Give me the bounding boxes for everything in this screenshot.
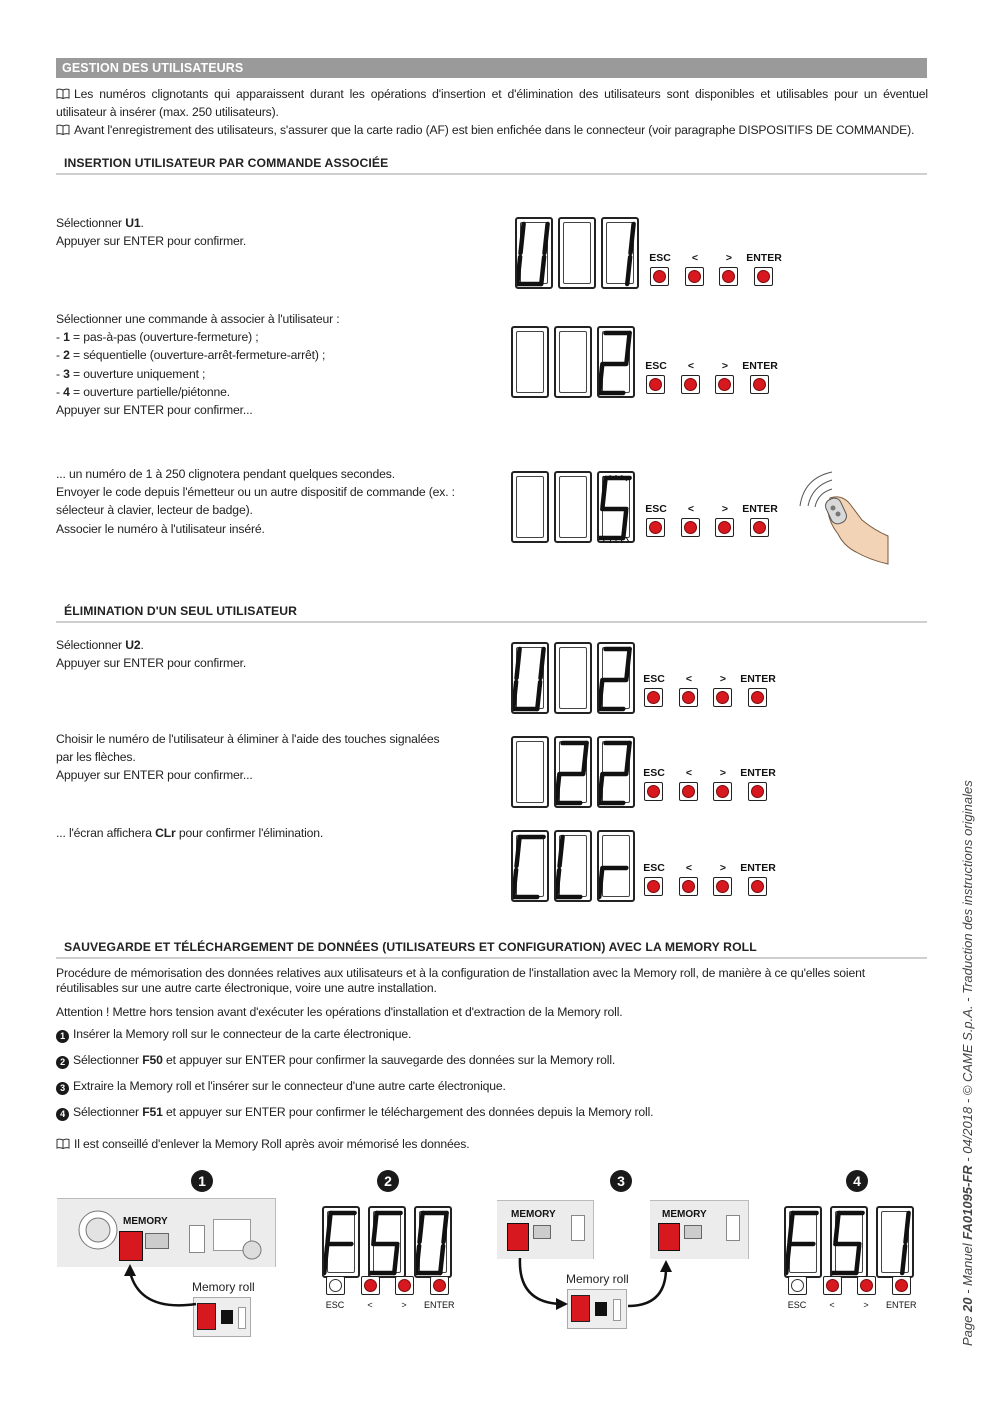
insert-step-1: Sélectionner U1. Appuyer sur ENTER pour confirmer. <box>56 216 247 249</box>
arrow-extract <box>514 1258 570 1316</box>
insert-step-3: ... un numéro de 1 à 250 clignotera pendant quelques secondes. Envoyer le code depuis l'émetteur ou un autre dispositif de commande (ex. : sélecteur à clavier, lecteur de badge). Associer le numéro à l'utilisateur inséré. <box>56 467 455 536</box>
key-led <box>398 1279 411 1292</box>
section-banner <box>56 58 927 78</box>
key-led <box>718 378 731 391</box>
key-led <box>751 785 764 798</box>
left-key-label-mem2: < <box>829 1300 835 1310</box>
key-led <box>791 1279 804 1292</box>
segment-glyph <box>878 1208 916 1280</box>
left-key-label-6: < <box>685 862 693 874</box>
key-led <box>751 691 764 704</box>
enter-key-label-1: ENTER <box>746 252 782 264</box>
right-key-label-5: > <box>719 767 727 779</box>
board-illustration-3a: MEMORY <box>497 1200 594 1259</box>
step-1-bullet: 1 <box>56 1030 69 1043</box>
display-digit-1-2 <box>558 217 596 289</box>
left-key-label-5: < <box>685 767 693 779</box>
enter-key-label-2: ENTER <box>742 360 778 372</box>
esc-key-6[interactable] <box>644 877 663 896</box>
step-1-number: 1 <box>191 1170 213 1192</box>
esc-key-1[interactable] <box>650 267 669 286</box>
left-key-4[interactable] <box>679 688 698 707</box>
roll-label-1: Memory roll <box>192 1280 255 1294</box>
step-2-bullet: 2 <box>56 1056 69 1069</box>
enter-key-4[interactable] <box>748 688 767 707</box>
esc-key-label-5: ESC <box>643 767 665 779</box>
memory-display-digit-2-2 <box>830 1206 868 1278</box>
key-led <box>682 880 695 893</box>
right-key-6[interactable] <box>713 877 732 896</box>
enter-key-label-5: ENTER <box>740 767 776 779</box>
right-key-label-6: > <box>719 862 727 874</box>
right-key-2[interactable] <box>715 375 734 394</box>
enter-key-label-mem1: ENTER <box>424 1300 455 1310</box>
left-key-label-3: < <box>687 503 695 515</box>
book-icon <box>56 88 70 99</box>
segment-glyph <box>603 219 641 291</box>
left-key-1[interactable] <box>685 267 704 286</box>
step-4-bullet: 4 <box>56 1108 69 1121</box>
left-key-5[interactable] <box>679 782 698 801</box>
left-key-6[interactable] <box>679 877 698 896</box>
display-digit-5-3 <box>597 736 635 808</box>
enter-key-label-4: ENTER <box>740 673 776 685</box>
arrow-reinsert <box>626 1258 678 1314</box>
book-icon <box>56 1138 70 1149</box>
key-led <box>753 378 766 391</box>
step-3-number: 3 <box>610 1170 632 1192</box>
display-digit-1-3 <box>601 217 639 289</box>
key-led <box>718 521 731 534</box>
enter-key-6[interactable] <box>748 877 767 896</box>
segment-glyph <box>599 832 637 904</box>
display-digit-6-2 <box>554 830 592 902</box>
key-led <box>329 1279 342 1292</box>
display-digit-3-3 <box>597 471 635 543</box>
board-illustration-1 <box>57 1198 276 1267</box>
memory-display-digit-2-1 <box>784 1206 822 1278</box>
slot <box>189 1225 205 1253</box>
display-digit-2-2 <box>554 326 592 398</box>
memory-roll-1 <box>193 1297 251 1337</box>
display-digit-6-1 <box>511 830 549 902</box>
step-4-number: 4 <box>846 1170 868 1192</box>
left-key-label-1: < <box>691 252 699 264</box>
memory-label: MEMORY <box>123 1216 168 1227</box>
segment-glyph <box>599 328 637 400</box>
roll-label-3: Memory roll <box>566 1272 629 1286</box>
key-led <box>682 691 695 704</box>
key-led <box>653 270 666 283</box>
step-2-number: 2 <box>377 1170 399 1192</box>
book-icon <box>56 124 70 135</box>
memory-paragraph-2: Attention ! Mettre hors tension avant d'exécuter les opérations d'installation et d'extraction de la Memory roll. <box>56 1005 623 1019</box>
key-led <box>647 691 660 704</box>
esc-key-label-6: ESC <box>643 862 665 874</box>
enter-key-label-6: ENTER <box>740 862 776 874</box>
display-digit-5-1 <box>511 736 549 808</box>
right-key-label-2: > <box>721 360 729 372</box>
esc-key-mem2[interactable] <box>788 1276 807 1295</box>
segment-glyph <box>556 738 594 810</box>
key-led <box>647 785 660 798</box>
potentiometer-icon <box>77 1209 119 1251</box>
right-key-4[interactable] <box>713 688 732 707</box>
remove-step-2: Choisir le numéro de l'utilisateur à éliminer à l'aide des touches signalées par les flèches. Appuyer sur ENTER pour confirmer... <box>56 732 440 783</box>
right-key-label-mem1: > <box>401 1300 407 1310</box>
memory-roll-3 <box>567 1289 627 1329</box>
display-digit-6-3 <box>597 830 635 902</box>
led-icon <box>241 1239 263 1261</box>
segment-glyph <box>513 832 551 904</box>
key-led <box>753 521 766 534</box>
display-digit-5-2 <box>554 736 592 808</box>
left-key-2[interactable] <box>681 375 700 394</box>
enter-key-mem1[interactable] <box>430 1276 449 1295</box>
memory-step-1: 1 Insérer la Memory roll sur le connecteur de la carte électronique. <box>56 1025 411 1043</box>
memory-display-digit-2-3 <box>876 1206 914 1278</box>
key-led <box>895 1279 908 1292</box>
memory-display-digit-1-3 <box>414 1206 452 1278</box>
display-digit-4-3 <box>597 642 635 714</box>
display-digit-3-2 <box>554 471 592 543</box>
right-key-1[interactable] <box>719 267 738 286</box>
esc-key-label-3: ESC <box>645 503 667 515</box>
esc-key-label-2: ESC <box>645 360 667 372</box>
key-led <box>649 521 662 534</box>
enter-key-label-mem2: ENTER <box>886 1300 917 1310</box>
segment-glyph <box>599 644 637 716</box>
key-led <box>364 1279 377 1292</box>
left-key-3[interactable] <box>681 518 700 537</box>
segment-glyph <box>324 1208 362 1280</box>
enter-key-2[interactable] <box>750 375 769 394</box>
memory-step-3: 3 Extraire la Memory roll et l'insérer sur le connecteur d'une autre carte électronique. <box>56 1077 506 1095</box>
insert-step-2: Sélectionner une commande à associer à l'utilisateur : - 1 = pas-à-pas (ouverture-fermeture) ; - 2 = séquentielle (ouverture-arrêt-fermeture-arrêt) ; - 3 = ouverture uniquement ; - 4 = ouverture partielle/piétonne. Appuyer sur ENTER pour confirmer... <box>56 312 340 418</box>
key-led <box>716 785 729 798</box>
key-led <box>433 1279 446 1292</box>
right-key-mem1[interactable] <box>395 1276 414 1295</box>
right-key-label-3: > <box>721 503 729 515</box>
remote-hand-icon <box>790 468 890 568</box>
display-digit-4-1 <box>511 642 549 714</box>
segment-glyph <box>513 644 551 716</box>
right-key-5[interactable] <box>713 782 732 801</box>
section-insert-heading: INSERTION UTILISATEUR PAR COMMANDE ASSOCIÉE <box>56 155 927 175</box>
esc-key-4[interactable] <box>644 688 663 707</box>
left-key-label-2: < <box>687 360 695 372</box>
right-key-mem2[interactable] <box>857 1276 876 1295</box>
memory-step-4: 4 Sélectionner F51 et appuyer sur ENTER pour confirmer le téléchargement des données depuis la Memory roll. <box>56 1103 653 1121</box>
enter-key-label-3: ENTER <box>742 503 778 515</box>
enter-key-mem2[interactable] <box>892 1276 911 1295</box>
segment-glyph <box>599 473 637 545</box>
left-key-mem1[interactable] <box>361 1276 380 1295</box>
display-digit-4-2 <box>554 642 592 714</box>
display-digit-3-1 <box>511 471 549 543</box>
memory-connector <box>119 1231 143 1261</box>
key-led <box>688 270 701 283</box>
esc-key-label-4: ESC <box>643 673 665 685</box>
memory-display-digit-1-2 <box>368 1206 406 1278</box>
enter-key-1[interactable] <box>754 267 773 286</box>
memory-step-2: 2 Sélectionner F50 et appuyer sur ENTER pour confirmer la sauvegarde des données sur la Memory roll. <box>56 1051 615 1069</box>
segment-glyph <box>832 1208 870 1280</box>
step-3-bullet: 3 <box>56 1082 69 1095</box>
segment-glyph <box>599 738 637 810</box>
key-led <box>716 691 729 704</box>
right-key-label-1: > <box>725 252 733 264</box>
section-remove-heading: ÉLIMINATION D'UN SEUL UTILISATEUR <box>56 603 927 623</box>
left-key-label-4: < <box>685 673 693 685</box>
key-led <box>860 1279 873 1292</box>
display-digit-1-1 <box>515 217 553 289</box>
enter-key-3[interactable] <box>750 518 769 537</box>
key-led <box>649 378 662 391</box>
esc-key-label-mem2: ESC <box>787 1300 807 1310</box>
side-footer: Page 20 - Manuel FA01095-FR - 04/2018 - © CAME S.p.A. - Traduction des instructions originales <box>960 780 975 1346</box>
left-key-label-mem1: < <box>367 1300 373 1310</box>
banner-title: GESTION DES UTILISATEURS <box>62 61 244 75</box>
key-led <box>684 378 697 391</box>
remove-step-3: ... l'écran affichera CLr pour confirmer l'élimination. <box>56 826 324 840</box>
key-led <box>826 1279 839 1292</box>
esc-key-2[interactable] <box>646 375 665 394</box>
board-illustration-3b: MEMORY <box>650 1200 749 1259</box>
segment-glyph <box>556 832 594 904</box>
key-led <box>757 270 770 283</box>
esc-key-5[interactable] <box>644 782 663 801</box>
segment-glyph <box>517 219 555 291</box>
memory-note: Il est conseillé d'enlever la Memory Roll après avoir mémorisé les données. <box>56 1135 469 1153</box>
key-led <box>647 880 660 893</box>
key-led <box>751 880 764 893</box>
right-key-label-mem2: > <box>863 1300 869 1310</box>
right-key-3[interactable] <box>715 518 734 537</box>
esc-key-label-1: ESC <box>649 252 671 264</box>
key-led <box>716 880 729 893</box>
chip <box>145 1233 169 1249</box>
left-key-mem2[interactable] <box>823 1276 842 1295</box>
intro-note-2: Avant l'enregistrement des utilisateurs, s'assurer que la carte radio (AF) est bien enfichée dans le connecteur (voir paragraphe DISPOSITIFS DE COMMANDE). <box>56 121 936 139</box>
segment-glyph <box>370 1208 408 1280</box>
right-key-label-4: > <box>719 673 727 685</box>
arrow-insert <box>120 1262 198 1322</box>
key-led <box>682 785 695 798</box>
esc-key-mem1[interactable] <box>326 1276 345 1295</box>
display-digit-2-3 <box>597 326 635 398</box>
segment-glyph <box>416 1208 454 1280</box>
key-led <box>722 270 735 283</box>
memory-display-digit-1-1 <box>322 1206 360 1278</box>
esc-key-3[interactable] <box>646 518 665 537</box>
key-led <box>684 521 697 534</box>
display-digit-2-1 <box>511 326 549 398</box>
segment-glyph <box>786 1208 824 1280</box>
intro-note-1: Les numéros clignotants qui apparaissent durant les opérations d'insertion et d'élimination des utilisateurs sont disponibles et utilisables pour un éventuel utilisateur à insérer (max. 250 utilisateurs). <box>56 87 928 120</box>
esc-key-label-mem1: ESC <box>325 1300 345 1310</box>
section-memory-heading: SAUVEGARDE ET TÉLÉCHARGEMENT DE DONNÉES (UTILISATEURS ET CONFIGURATION) AVEC LA MEMORY ROLL <box>56 939 927 959</box>
enter-key-5[interactable] <box>748 782 767 801</box>
remove-step-1: Sélectionner U2. Appuyer sur ENTER pour confirmer. <box>56 638 247 671</box>
memory-paragraph-1: Procédure de mémorisation des données relatives aux utilisateurs et à la configuration de l'installation avec la Memory roll, de manière à ce qu'elles soient réutilisables sur une autre carte électronique, voire une autre installation. <box>56 966 865 996</box>
